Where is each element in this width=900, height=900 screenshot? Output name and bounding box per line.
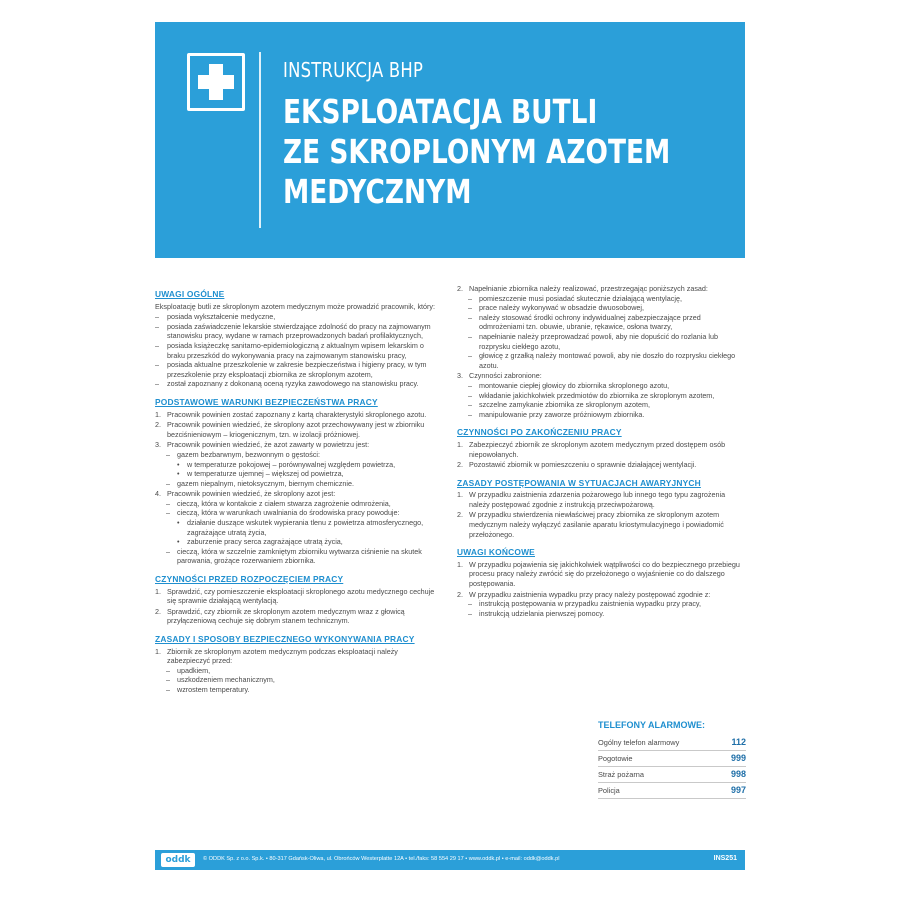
oddk-logo: oddk	[161, 853, 195, 867]
list-item: – posiada zaświadczenie lekarskie stwierdzające zdolność do pracy na zajmowanym stanowisku pracy, wydane w ramach przeprowadzonych badań profilaktycznych,	[155, 321, 431, 341]
sub-item: – głowicę z grzałką należy montować powoli, aby nie doszło do rozprysku ciekłego azotu.	[468, 351, 736, 370]
left-column	[155, 284, 443, 695]
section-heading-po: CZYNNOŚCI PO ZAKOŃCZENIU PRACY	[457, 427, 622, 438]
sub-sub-item: • w temperaturze ujemnej – większej od powietrza,	[177, 469, 344, 479]
numbered-item: 2. Napełnianie zbiornika należy realizować, przestrzegając poniższych zasad:	[457, 284, 708, 293]
list-item: – posiada wykształcenie medyczne,	[155, 312, 276, 322]
section-heading-awaria: ZASADY POSTĘPOWANIA W SYTUACJACH AWARYJNYCH	[457, 477, 701, 488]
phone-row	[598, 735, 746, 751]
list-item: – posiada książeczkę sanitarno-epidemiologiczną z aktualnym wpisem lekarskim o braku przeszkód do wykonywania pracy na zajmowanym stanowisku pracy,	[155, 340, 424, 360]
phone-row	[598, 783, 746, 799]
list-item: – posiada aktualne przeszkolenie w zakresie bezpieczeństwa i higieny pracy, w tym przeszkolenie przy eksploatacji zbiornika ze skroplonym azotem,	[155, 360, 427, 379]
instruction-sheet	[155, 22, 745, 870]
sub-item: – gazem bezbarwnym, bezwonnym o gęstości:	[166, 449, 321, 459]
phone-number: 997	[730, 785, 746, 795]
phone-number: 998	[730, 769, 746, 779]
phone-name: Straż pożarna	[598, 770, 645, 779]
sub-item: – cieczą, która w warunkach uwalniania do środowiska pracy powoduje:	[166, 508, 400, 518]
section-heading-uwagi: UWAGI OGÓLNE	[155, 289, 225, 299]
sub-item: – prace należy wykonywać w obsadzie dwuosobowej,	[468, 303, 645, 313]
footer-bar	[155, 850, 745, 870]
numbered-item: 4. Pracownik powinien wiedzieć, że skroplony azot jest:	[155, 489, 336, 499]
header-banner	[155, 22, 745, 258]
header-divider	[259, 52, 261, 228]
sub-item: – cieczą, która w kontakcie z ciałem stwarza zagrożenie odmrożenia,	[166, 498, 391, 508]
phone-number: 112	[731, 737, 746, 747]
phone-name: Ogólny telefon alarmowy	[598, 738, 680, 747]
numbered-item: 1. W przypadku pojawienia się jakichkolwiek wątpliwości co do bezpiecznego przebiegu procesu pracy należy zwrócić się do przełożonego o wyjaśnienie co do dalszego postępowania.	[457, 559, 740, 589]
numbered-item: 3. Pracownik powinien wiedzieć, że azot zawarty w powietrzu jest:	[155, 440, 370, 450]
emergency-phones	[598, 720, 746, 799]
section-heading-zasady: ZASADY I SPOSOBY BEZPIECZNEGO WYKONYWANIA PRACY	[155, 634, 415, 644]
title-line: MEDYCZNYM	[283, 172, 472, 211]
sub-item: – wzrostem temperatury.	[166, 684, 250, 694]
document-code: INS251	[713, 855, 737, 862]
sub-item: – uszkodzeniem mechanicznym,	[166, 675, 275, 685]
sub-item: – upadkiem,	[166, 665, 211, 675]
sub-item: – należy stosować środki ochrony indywidualnej zabezpieczające przed odmrożeniami tzn. obuwie, ubranie, rękawice, osłona twarzy,	[468, 312, 701, 332]
numbered-item: 2. W przypadku stwierdzenia niewłaściwej pracy zbiornika ze skroplonym azotem medycznym należy wyłączyć zasilanie aparatu kriostymulacyjnego i powiadomić przełożonego.	[457, 510, 724, 539]
title-line: EKSPLOATACJA BUTLI	[283, 92, 598, 131]
sub-item: – napełnianie należy przeprowadzać powoli, aby nie dopuścić do rozlania lub rozprysku ciekłego azotu,	[468, 331, 718, 351]
phone-name: Policja	[598, 786, 620, 795]
list-item: – został zapoznany z dokonaną oceną ryzyka zawodowego na stanowisku pracy.	[155, 379, 419, 389]
numbered-item: 2. Pracownik powinien wiedzieć, że skroplony azot przechowywany jest w zbiorniku bezciśnieniowym – kriogenicznym, tzn. w izolacji próżniowej.	[155, 420, 425, 439]
sub-item: – instrukcją udzielania pierwszej pomocy.	[468, 608, 605, 618]
header-kicker: INSTRUKCJA BHP	[283, 58, 424, 82]
footer-contact: © ODDK Sp. z o.o. Sp.k. • 80-317 Gdańsk-Oliwa, ul. Obrońców Westerplatte 12A • tel./faks: 58 554 29 17 • www.oddk.pl • e-mail: oddk@oddk.pl	[203, 856, 560, 862]
sub-item: – manipulowanie przy zaworze próżniowym zbiornika.	[468, 409, 645, 419]
sub-sub-item: • w temperaturze pokojowej – porównywalnej względem powietrza,	[177, 459, 396, 469]
sub-sub-item: • działanie duszące wskutek wypierania tlenu z powietrza atmosferycznego, zagrażające utratą życia,	[177, 518, 424, 537]
page-title	[283, 92, 670, 212]
sub-sub-item: • zaburzenie pracy serca zagrażające utratą życia,	[177, 537, 343, 547]
section-heading-warunki: PODSTAWOWE WARUNKI BEZPIECZEŃSTWA PRACY	[155, 396, 378, 407]
right-column	[457, 284, 745, 618]
numbered-item: 1. Pracownik powinien zostać zapoznany z kartą charakterystyki skroplonego azotu.	[155, 409, 427, 419]
sub-item: – cieczą, która w szczelnie zamkniętym zbiorniku wytwarza ciśnienie na skutek parowania, grożące rozerwaniem zbiornika.	[166, 546, 422, 566]
numbered-item: 1. Zabezpieczyć zbiornik ze skroplonym azotem medycznym przed dostępem osób niepowołanych.	[457, 439, 726, 459]
phone-number: 999	[730, 753, 746, 763]
phones-heading: TELEFONY ALARMOWE:	[598, 720, 705, 730]
numbered-item: 2. W przypadku zaistnienia wypadku przy pracy należy postępować zgodnie z:	[457, 589, 711, 599]
sub-item: – instrukcją postępowania w przypadku zaistnienia wypadku przy pracy,	[468, 599, 701, 609]
phone-row	[598, 751, 746, 767]
sub-item: – szczelne zamykanie zbiornika ze skroplonym azotem,	[468, 400, 650, 410]
numbered-item: 2. Pozostawić zbiornik w pomieszczeniu o sprawnie działającej wentylacji.	[457, 460, 697, 470]
numbered-item: 1. W przypadku zaistnienia zdarzenia pożarowego lub innego tego typu zagrożenia należy postępować zgodnie z instrukcją przeciwpożarową.	[457, 490, 726, 509]
title-line: ZE SKROPLONYM AZOTEM	[283, 132, 671, 171]
sub-item: – montowanie ciepłej głowicy do zbiornika skroplonego azotu,	[468, 380, 670, 390]
sub-item: – wkładanie jakichkolwiek przedmiotów do zbiornika ze skroplonym azotem,	[468, 390, 715, 400]
numbered-item: 1. Sprawdzić, czy pomieszczenie eksploatacji skroplonego azotu medycznego cechuje się sprawnie działającą wentylacją.	[155, 586, 435, 606]
sub-item: – pomieszczenie musi posiadać skutecznie działającą wentylację,	[468, 293, 682, 303]
phone-row	[598, 767, 746, 783]
section-heading-koncowe: UWAGI KOŃCOWE	[457, 547, 535, 558]
phone-name: Pogotowie	[598, 754, 633, 763]
sub-item: – gazem niepalnym, nietoksycznym, biernym chemicznie.	[166, 478, 354, 488]
first-aid-cross-icon	[187, 53, 245, 111]
paragraph: Eksploatację butli ze skroplonym azotem medycznym może prowadzić pracownik, który:	[155, 301, 436, 311]
section-heading-przed: CZYNNOŚCI PRZED ROZPOCZĘCIEM PRACY	[155, 574, 344, 585]
numbered-item: 1. Zbiornik ze skroplonym azotem medycznym podczas eksploatacji należy zabezpieczyć przed:	[155, 646, 398, 666]
numbered-item: 3. Czynności zabronione:	[457, 371, 542, 381]
numbered-item: 2. Sprawdzić, czy zbiornik ze skroplonym azotem medycznym wraz z głowicą przyłączeniową cechuje się dobrym stanem technicznym.	[155, 606, 405, 626]
